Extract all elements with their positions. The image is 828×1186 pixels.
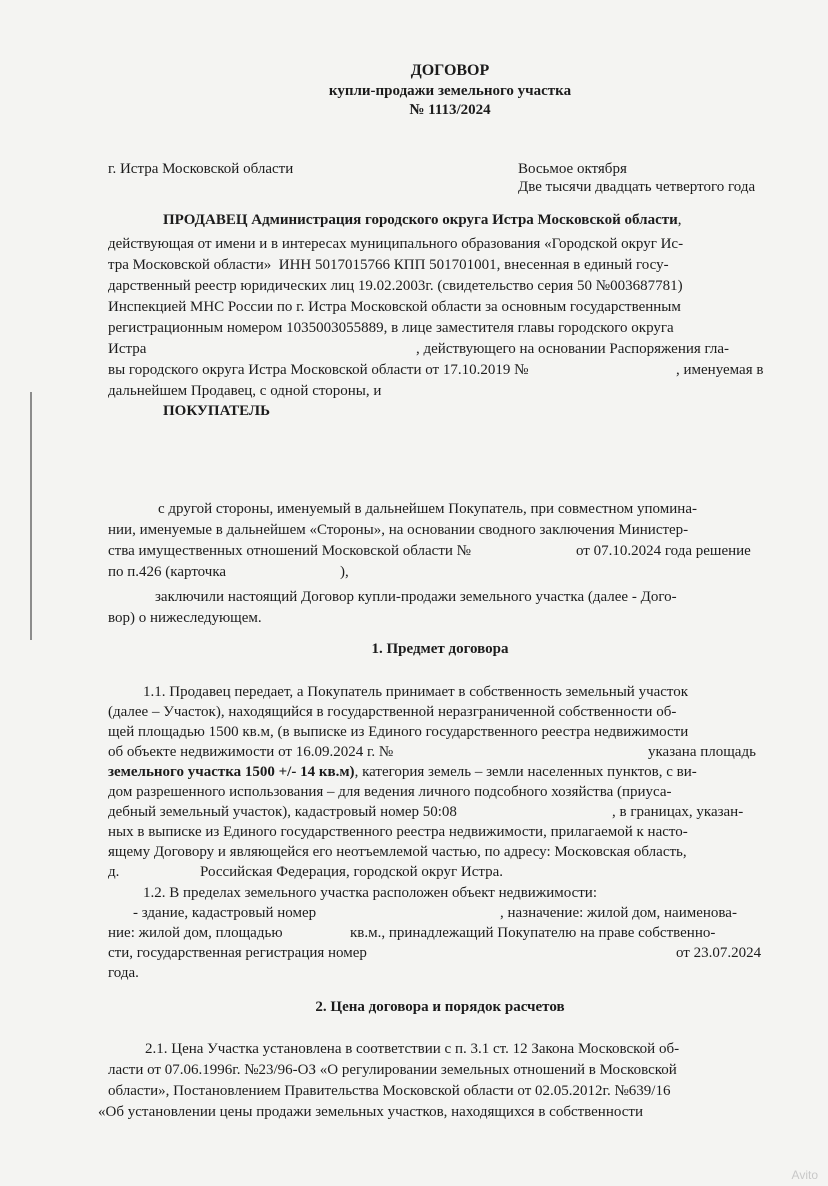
clause-line: об объекте недвижимости от 16.09.2024 г. № xyxy=(108,744,394,760)
preamble-line: , именуемая в xyxy=(676,362,764,378)
clause-line: от 23.07.2024 xyxy=(676,945,762,961)
clause-line: указана площадь xyxy=(648,744,756,760)
buyer-label: ПОКУПАТЕЛЬ xyxy=(163,403,271,419)
clause-line: 1.1. Продавец передает, а Покупатель принимает в собственность земельный участок xyxy=(143,684,689,700)
parties-line: ства имущественных отношений Московской области № xyxy=(108,543,471,559)
clause-line: дом разрешенного использования – для ведения личного подсобного хозяйства (приуса- xyxy=(108,784,672,800)
parties-line: заключили настоящий Договор купли-продажи земельного участка (далее - Дого- xyxy=(155,589,677,605)
parties-line: с другой стороны, именуемый в дальнейшем Покупатель, при совместном упомина- xyxy=(158,501,697,517)
document-subtitle: купли-продажи земельного участка xyxy=(328,83,572,99)
clause-line: , в границах, указан- xyxy=(612,804,744,820)
clause-line: (далее – Участок), находящийся в государственной неразграниченной собственности об- xyxy=(108,704,677,720)
place: г. Истра Московской области xyxy=(108,161,294,177)
clause-line xyxy=(108,763,697,781)
area-tail: , категория земель – земли населенных пунктов, с ви- xyxy=(354,764,697,780)
seller-label: ПРОДАВЕЦ Администрация городского округа Истра Московской области xyxy=(163,212,678,228)
parties-line: вор) о нижеследующем. xyxy=(108,610,262,626)
clause-line: сти, государственная регистрация номер xyxy=(108,945,367,961)
document-title: ДОГОВОР xyxy=(410,62,490,79)
margin-bracket xyxy=(30,392,32,640)
section-2-heading: 2. Цена договора и порядок расчетов xyxy=(315,999,565,1015)
parties-line: нии, именуемые в дальнейшем «Стороны», на основании сводного заключения Министер- xyxy=(108,522,689,538)
clause-line: ных в выписке из Единого государственного реестра недвижимости, прилагаемой к насто- xyxy=(108,824,688,840)
seller-line-tail: , xyxy=(677,212,682,228)
preamble-line: регистрационным номером 1035003055889, в лице заместителя главы городского округа xyxy=(108,320,674,336)
preamble-line: Истра xyxy=(108,341,147,357)
clause-line: 2.1. Цена Участка установлена в соответствии с п. 3.1 ст. 12 Закона Московской об- xyxy=(145,1041,680,1057)
clause-line: кв.м., принадлежащий Покупателю на праве собственно- xyxy=(350,925,716,941)
clause-line: области», Постановлением Правительства Московской области от 02.05.2012г. №639/16 xyxy=(108,1083,671,1099)
clause-line: ящему Договору и являющейся его неотъемлемой частью, по адресу: Московская область, xyxy=(108,844,687,860)
seller-line xyxy=(163,211,681,229)
document-number: № 1113/2024 xyxy=(409,102,491,118)
clause-line: 1.2. В пределах земельного участка расположен объект недвижимости: xyxy=(143,885,597,901)
preamble-line: дарственный реестр юридических лиц 19.02.2003г. (свидетельство серия 50 №003687781) xyxy=(108,278,683,294)
area-bold: земельного участка 1500 +/- 14 кв.м) xyxy=(108,764,355,780)
avito-watermark: Avito xyxy=(791,1168,818,1182)
clause-line: щей площадью 1500 кв.м, (в выписке из Единого государственного реестра недвижимости xyxy=(108,724,689,740)
preamble-line: вы городского округа Истра Московской области от 17.10.2019 № xyxy=(108,362,529,378)
preamble-line: , действующего на основании Распоряжения гла- xyxy=(416,341,730,357)
parties-line: ), xyxy=(340,564,349,580)
clause-line: , назначение: жилой дом, наименова- xyxy=(500,905,737,921)
clause-line: ние: жилой дом, площадью xyxy=(108,925,283,941)
clause-line: - здание, кадастровый номер xyxy=(133,905,317,921)
preamble-line: Инспекцией МНС России по г. Истра Московской области за основным государственным xyxy=(108,299,681,315)
clause-line: года. xyxy=(108,965,139,981)
parties-line: по п.426 (карточка xyxy=(108,564,227,580)
clause-line: Российская Федерация, городской округ Истра. xyxy=(200,864,504,880)
clause-line: «Об установлении цены продажи земельных участков, находящихся в собственности xyxy=(98,1104,643,1120)
clause-line: д. xyxy=(108,864,120,880)
section-1-heading: 1. Предмет договора xyxy=(371,641,509,657)
preamble-line: дальнейшем Продавец, с одной стороны, и xyxy=(108,383,382,399)
clause-line: ласти от 07.06.1996г. №23/96-ОЗ «О регулировании земельных отношений в Московской xyxy=(108,1062,677,1078)
date-line-1: Восьмое октября xyxy=(518,161,627,177)
parties-line: от 07.10.2024 года решение xyxy=(576,543,751,559)
preamble-line: действующая от имени и в интересах муниципального образования «Городской округ Ис- xyxy=(108,236,684,252)
preamble-line: тра Московской области» ИНН 5017015766 КПП 501701001, внесенная в единый госу- xyxy=(108,257,669,273)
date-line-2: Две тысячи двадцать четвертого года xyxy=(518,179,756,195)
clause-line: дебный земельный участок), кадастровый номер 50:08 xyxy=(108,804,457,820)
